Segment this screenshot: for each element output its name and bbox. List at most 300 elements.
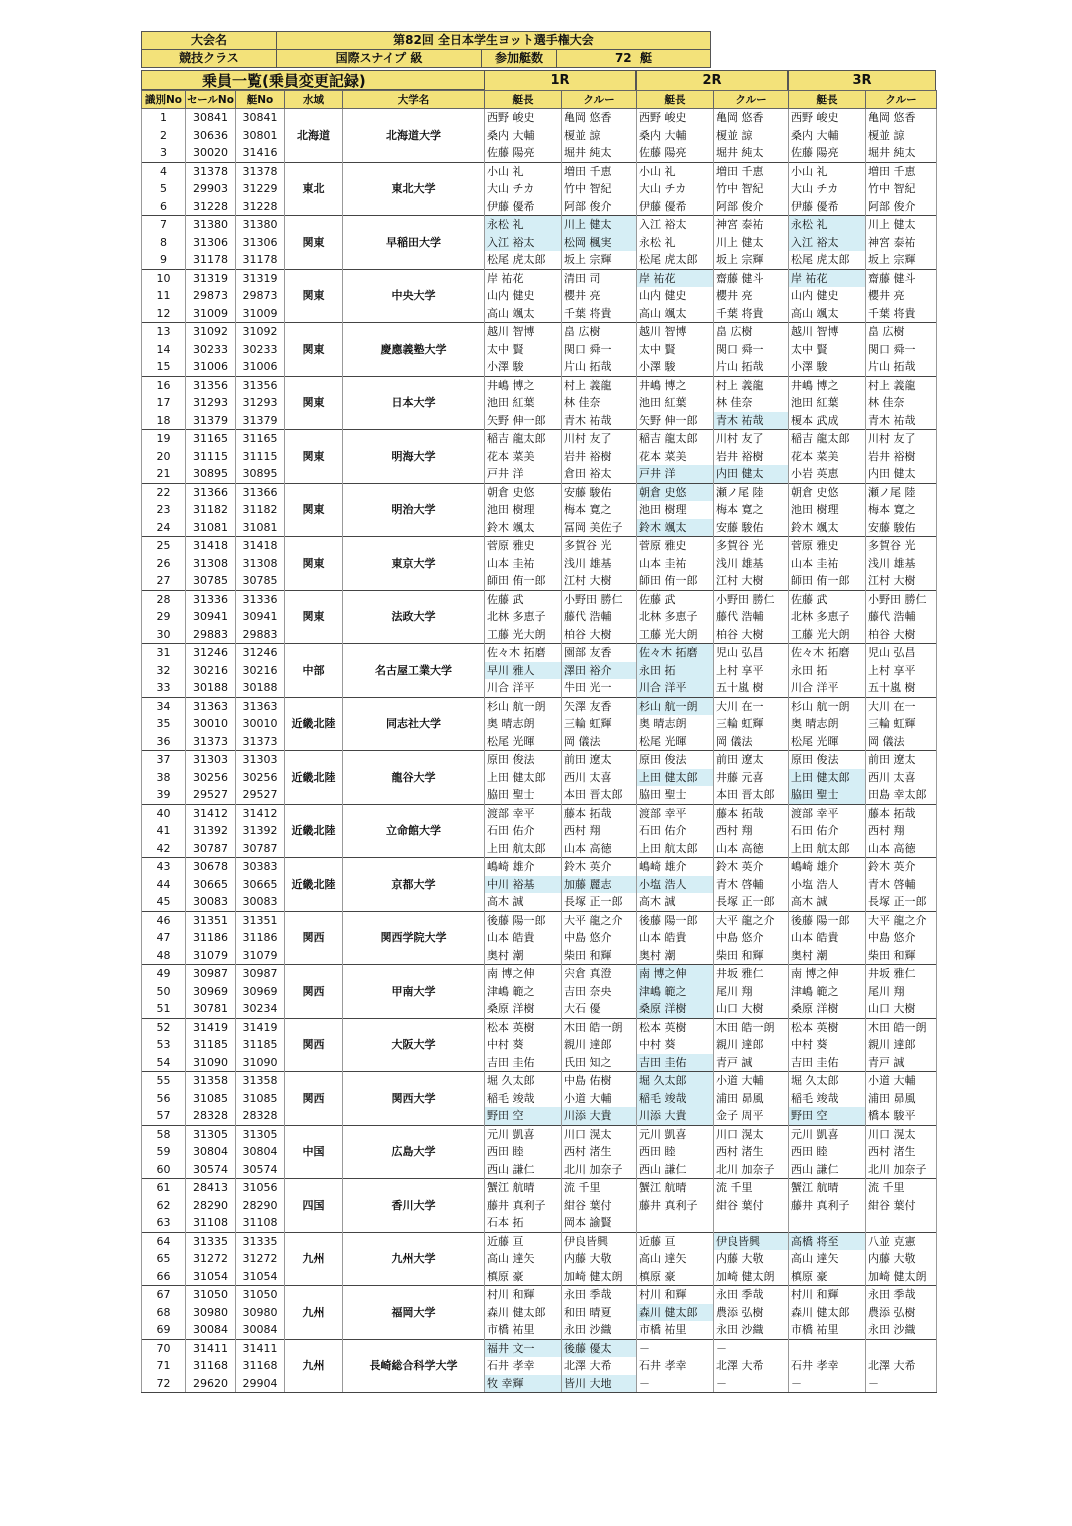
cell-r1-skipper: 朝倉 史悠 — [485, 483, 562, 501]
cell-id: 2 — [142, 127, 186, 145]
cell-r1-skipper: 奥村 潮 — [485, 947, 562, 965]
cell-hull: 30010 — [236, 715, 285, 733]
cell-r2-skipper: 高山 颯太 — [637, 305, 714, 323]
cell-r3-crew: 田島 幸太郎 — [866, 786, 937, 804]
cell-r3-skipper: 山本 圭祐 — [789, 555, 866, 573]
cell-univ — [343, 1018, 485, 1036]
cell-univ — [343, 537, 485, 555]
cell-sail: 30256 — [186, 769, 236, 787]
cell-r1-crew: 岩井 裕樹 — [562, 448, 637, 466]
table-row — [142, 162, 937, 180]
cell-hull: 28328 — [236, 1107, 285, 1125]
table-row — [142, 1197, 937, 1215]
cell-r2-skipper: 小塩 浩人 — [637, 876, 714, 894]
cell-r2-crew: 阿部 俊介 — [714, 198, 789, 216]
cell-r1-crew: 柴田 和輝 — [562, 947, 637, 965]
cell-r3-crew: 阿部 俊介 — [866, 198, 937, 216]
table-row — [142, 715, 937, 733]
cell-hull: 31358 — [236, 1072, 285, 1090]
cell-univ: 九州大学 — [343, 1250, 485, 1268]
cell-r3-skipper: 師田 侑一郎 — [789, 572, 866, 590]
cell-hull: 31379 — [236, 412, 285, 430]
cell-r1-skipper: 近藤 亘 — [485, 1232, 562, 1250]
cell-r3-skipper: 奥 晴志朗 — [789, 715, 866, 733]
cell-hull: 31308 — [236, 555, 285, 573]
cell-area — [285, 1375, 343, 1393]
cell-r2-skipper: 元川 凱喜 — [637, 1125, 714, 1143]
cell-r2-crew: 木田 皓一朗 — [714, 1018, 789, 1036]
cell-r2-crew: 青木 祐哉 — [714, 412, 789, 430]
cell-id: 66 — [142, 1268, 186, 1286]
cell-r3-crew: 増田 千恵 — [866, 162, 937, 180]
table-row — [142, 376, 937, 394]
cell-r2-crew: 山本 高徳 — [714, 840, 789, 858]
cell-r1-skipper: 吉田 圭佑 — [485, 1054, 562, 1072]
cell-hull: 29904 — [236, 1375, 285, 1393]
cell-r2-skipper: 嶋崎 雄介 — [637, 858, 714, 876]
event-name: 第82回 全日本学生ヨット選手権大会 — [277, 32, 711, 50]
cell-univ — [343, 1339, 485, 1357]
cell-r2-skipper: 脇田 聖士 — [637, 786, 714, 804]
cell-sail: 31182 — [186, 501, 236, 519]
cell-r2-skipper: 小山 礼 — [637, 162, 714, 180]
cell-sail: 31379 — [186, 412, 236, 430]
cell-area — [285, 893, 343, 911]
cell-r2-crew: 青木 啓輔 — [714, 876, 789, 894]
table-row — [142, 965, 937, 983]
cell-area — [285, 804, 343, 822]
cell-sail: 31185 — [186, 1036, 236, 1054]
cell-r2-crew: 西村 翔 — [714, 822, 789, 840]
cell-r1-skipper: 戸井 洋 — [485, 465, 562, 483]
cell-univ — [343, 733, 485, 751]
cell-r2-crew: 井坂 雅仁 — [714, 965, 789, 983]
cell-r3-skipper: 北林 多恵子 — [789, 608, 866, 626]
cell-r2-skipper: 吉田 圭佑 — [637, 1054, 714, 1072]
cell-r3-crew: 三輪 虹輝 — [866, 715, 937, 733]
cell-r2-crew: 本田 晋太郎 — [714, 786, 789, 804]
cell-r1-crew: 多賀谷 光 — [562, 537, 637, 555]
cell-r3-crew: 青木 祐哉 — [866, 412, 937, 430]
cell-r3-skipper: 佐藤 武 — [789, 590, 866, 608]
round-2-header: 2R — [636, 70, 788, 90]
cell-r1-crew: 安藤 駿佑 — [562, 483, 637, 501]
cell-id: 6 — [142, 198, 186, 216]
cell-area: 九州 — [285, 1304, 343, 1322]
cell-area: 近畿北陸 — [285, 822, 343, 840]
cell-r2-crew: 流 千里 — [714, 1179, 789, 1197]
cell-sail: 31272 — [186, 1250, 236, 1268]
cell-r1-skipper: 西田 睦 — [485, 1143, 562, 1161]
cell-id: 65 — [142, 1250, 186, 1268]
cell-r3-crew: 青木 啓輔 — [866, 876, 937, 894]
cell-area — [285, 644, 343, 662]
cell-r3-skipper: 槙原 豪 — [789, 1268, 866, 1286]
cell-r3-crew: 亀岡 悠香 — [866, 109, 937, 127]
cell-hull: 31306 — [236, 234, 285, 252]
cell-univ: 香川大学 — [343, 1197, 485, 1215]
cell-r1-crew: 千葉 将貴 — [562, 305, 637, 323]
cell-r1-skipper: 山本 圭祐 — [485, 555, 562, 573]
cell-r1-crew: 小道 大輔 — [562, 1090, 637, 1108]
cell-r3-skipper — [789, 1339, 866, 1357]
cell-sail: 31054 — [186, 1268, 236, 1286]
cell-r2-crew: 安藤 駿佑 — [714, 519, 789, 537]
cell-univ: 明治大学 — [343, 501, 485, 519]
cell-r3-crew: 橋本 駿平 — [866, 1107, 937, 1125]
cell-r1-skipper: 岸 祐花 — [485, 269, 562, 287]
cell-sail: 30987 — [186, 965, 236, 983]
table-row — [142, 608, 937, 626]
cell-r3-crew: 山口 大樹 — [866, 1000, 937, 1018]
cell-hull: 31165 — [236, 430, 285, 448]
cell-univ — [343, 1125, 485, 1143]
cell-r1-crew: 山本 高徳 — [562, 840, 637, 858]
cell-hull: 29883 — [236, 626, 285, 644]
cell-r3-skipper: 後藤 陽一郎 — [789, 911, 866, 929]
cell-univ — [343, 1161, 485, 1179]
cell-sail: 31303 — [186, 751, 236, 769]
cell-r3-skipper: 中村 葵 — [789, 1036, 866, 1054]
cell-r3-skipper: 脇田 聖士 — [789, 786, 866, 804]
cell-r3-skipper: 蟹江 航晴 — [789, 1179, 866, 1197]
cell-area: 北海道 — [285, 127, 343, 145]
cell-sail: 31418 — [186, 537, 236, 555]
cell-area — [285, 519, 343, 537]
boats-unit: 艇 — [640, 51, 653, 65]
cell-area — [285, 840, 343, 858]
cell-univ — [343, 269, 485, 287]
cell-r3-crew: 安藤 駿佑 — [866, 519, 937, 537]
table-row — [142, 287, 937, 305]
cell-sail: 30804 — [186, 1143, 236, 1161]
cell-hull: 30895 — [236, 465, 285, 483]
cell-sail: 31306 — [186, 234, 236, 252]
table-row — [142, 1250, 937, 1268]
cell-id: 34 — [142, 697, 186, 715]
cell-sail: 30233 — [186, 341, 236, 359]
cell-sail: 31079 — [186, 947, 236, 965]
cell-r3-skipper: 桑内 大輔 — [789, 127, 866, 145]
table-row — [142, 1268, 937, 1286]
cell-univ — [343, 216, 485, 234]
cell-sail: 31335 — [186, 1232, 236, 1250]
cell-r3-crew: 岡 儀法 — [866, 733, 937, 751]
cell-sail: 28328 — [186, 1107, 236, 1125]
cell-area: 中国 — [285, 1143, 343, 1161]
cell-id: 53 — [142, 1036, 186, 1054]
cell-r3-skipper: 入江 裕太 — [789, 234, 866, 252]
cell-hull: 31081 — [236, 519, 285, 537]
cell-sail: 30216 — [186, 662, 236, 680]
cell-r3-crew: 木田 皓一朗 — [866, 1018, 937, 1036]
cell-r1-crew: 坂上 宗輝 — [562, 251, 637, 269]
cell-r2-crew: 小道 大輔 — [714, 1072, 789, 1090]
cell-r3-crew: 林 佳奈 — [866, 394, 937, 412]
cell-id: 62 — [142, 1197, 186, 1215]
cell-id: 29 — [142, 608, 186, 626]
cell-hull: 28290 — [236, 1197, 285, 1215]
cell-r3-crew: 西村 翔 — [866, 822, 937, 840]
cell-area — [285, 251, 343, 269]
cell-area — [285, 1072, 343, 1090]
cell-sail: 31092 — [186, 323, 236, 341]
cell-r1-skipper: 池田 樹理 — [485, 501, 562, 519]
table-row — [142, 822, 937, 840]
cell-sail: 31380 — [186, 216, 236, 234]
table-row — [142, 1036, 937, 1054]
cell-univ — [343, 590, 485, 608]
cell-r1-skipper: 蟹江 航晴 — [485, 1179, 562, 1197]
cell-r2-skipper: 井嶋 博之 — [637, 376, 714, 394]
cell-sail: 28413 — [186, 1179, 236, 1197]
cell-r2-skipper — [637, 1214, 714, 1232]
cell-r3-skipper: － — [789, 1375, 866, 1393]
cell-r2-crew: 北澤 大希 — [714, 1357, 789, 1375]
cell-r2-crew: 柏谷 大樹 — [714, 626, 789, 644]
cell-area: 関東 — [285, 287, 343, 305]
cell-r2-skipper: 岸 祐花 — [637, 269, 714, 287]
cell-sail: 31006 — [186, 358, 236, 376]
cell-r2-crew: 農添 弘樹 — [714, 1304, 789, 1322]
cell-r3-crew: 関口 舜一 — [866, 341, 937, 359]
cell-area — [285, 412, 343, 430]
cell-r3-crew: 梅本 寛之 — [866, 501, 937, 519]
cell-r2-skipper: 西野 峻史 — [637, 109, 714, 127]
cell-r3-crew: 小道 大輔 — [866, 1072, 937, 1090]
cell-r2-skipper: 上田 健太郎 — [637, 769, 714, 787]
cell-r3-crew: 前田 遼太 — [866, 751, 937, 769]
cell-r1-crew: 片山 拓哉 — [562, 358, 637, 376]
cell-r1-skipper: 中川 裕基 — [485, 876, 562, 894]
cell-univ — [343, 1286, 485, 1304]
table-row — [142, 234, 937, 252]
cell-r2-crew: 紺谷 葉付 — [714, 1197, 789, 1215]
table-row — [142, 1107, 937, 1125]
cell-r3-skipper: 杉山 航一朗 — [789, 697, 866, 715]
cell-r1-skipper: 野田 空 — [485, 1107, 562, 1125]
cell-hull: 31378 — [236, 162, 285, 180]
cell-hull: 31351 — [236, 911, 285, 929]
cell-univ — [343, 626, 485, 644]
cell-hull: 31009 — [236, 305, 285, 323]
cell-r1-crew: 増田 千恵 — [562, 162, 637, 180]
cell-id: 37 — [142, 751, 186, 769]
cell-hull: 30801 — [236, 127, 285, 145]
cell-area — [285, 1286, 343, 1304]
cell-r2-crew: 井藤 元喜 — [714, 769, 789, 787]
cell-id: 47 — [142, 929, 186, 947]
cell-r1-skipper: 上田 健太郎 — [485, 769, 562, 787]
table-row — [142, 1090, 937, 1108]
cell-r3-crew: 北澤 大希 — [866, 1357, 937, 1375]
cell-sail: 31336 — [186, 590, 236, 608]
cell-r2-skipper: 西田 睦 — [637, 1143, 714, 1161]
cell-univ: 早稲田大学 — [343, 234, 485, 252]
table-row — [142, 644, 937, 662]
cell-r1-crew: 園部 友香 — [562, 644, 637, 662]
table-row — [142, 519, 937, 537]
cell-r2-crew: 大川 在一 — [714, 697, 789, 715]
table-row — [142, 216, 937, 234]
cell-r1-skipper: 松尾 虎太郎 — [485, 251, 562, 269]
cell-id: 16 — [142, 376, 186, 394]
cell-r2-crew: 齋藤 健斗 — [714, 269, 789, 287]
col-univ: 大学名 — [343, 91, 485, 109]
cell-r3-skipper: 上田 航太郎 — [789, 840, 866, 858]
cell-sail: 31378 — [186, 162, 236, 180]
cell-hull: 31373 — [236, 733, 285, 751]
table-row — [142, 1143, 937, 1161]
event-label: 大会名 — [142, 32, 277, 50]
cell-r2-skipper: 渡部 幸平 — [637, 804, 714, 822]
cell-r3-crew: 堀井 純太 — [866, 144, 937, 162]
cell-sail: 31246 — [186, 644, 236, 662]
cell-area — [285, 144, 343, 162]
cell-r2-skipper: 槙原 豪 — [637, 1268, 714, 1286]
cell-r2-skipper: 杉山 航一朗 — [637, 697, 714, 715]
col-r1-crew: クルー — [562, 91, 637, 109]
cell-id: 70 — [142, 1339, 186, 1357]
cell-id: 23 — [142, 501, 186, 519]
cell-id: 28 — [142, 590, 186, 608]
cell-area — [285, 1232, 343, 1250]
cell-id: 43 — [142, 858, 186, 876]
cell-r3-crew: 永田 沙織 — [866, 1321, 937, 1339]
cell-hull: 31168 — [236, 1357, 285, 1375]
cell-r3-skipper: 榎本 武成 — [789, 412, 866, 430]
cell-hull: 31079 — [236, 947, 285, 965]
cell-r1-crew: 鈴木 英介 — [562, 858, 637, 876]
table-row — [142, 394, 937, 412]
cell-r2-skipper: 佐藤 陽亮 — [637, 144, 714, 162]
cell-r2-skipper: 高木 誠 — [637, 893, 714, 911]
cell-r1-skipper: 早川 雅人 — [485, 662, 562, 680]
cell-sail: 30895 — [186, 465, 236, 483]
cell-r2-crew: 亀岡 悠香 — [714, 109, 789, 127]
cell-r2-crew: 中島 悠介 — [714, 929, 789, 947]
cell-r3-skipper: 池田 樹理 — [789, 501, 866, 519]
cell-area — [285, 786, 343, 804]
cell-sail: 29527 — [186, 786, 236, 804]
cell-r1-skipper: 奥 晴志朗 — [485, 715, 562, 733]
crew-table — [141, 90, 937, 1393]
cell-r3-crew: 畠 広樹 — [866, 323, 937, 341]
cell-sail: 30188 — [186, 679, 236, 697]
cell-hull: 31305 — [236, 1125, 285, 1143]
table-row — [142, 1304, 937, 1322]
cell-area — [285, 697, 343, 715]
class-name: 国際スナイプ 級 — [277, 50, 482, 68]
cell-r1-skipper: 中村 葵 — [485, 1036, 562, 1054]
cell-area: 近畿北陸 — [285, 876, 343, 894]
cell-r1-crew: 川添 大貴 — [562, 1107, 637, 1125]
cell-univ — [343, 1179, 485, 1197]
cell-r3-skipper: 嶋崎 雄介 — [789, 858, 866, 876]
cell-r2-skipper: 入江 裕太 — [637, 216, 714, 234]
cell-id: 55 — [142, 1072, 186, 1090]
table-row — [142, 769, 937, 787]
cell-r2-skipper: 師田 侑一郎 — [637, 572, 714, 590]
cell-r3-skipper: 森川 健太郎 — [789, 1304, 866, 1322]
cell-r3-crew: 山本 高徳 — [866, 840, 937, 858]
cell-univ — [343, 1214, 485, 1232]
cell-r2-skipper: 村川 和輝 — [637, 1286, 714, 1304]
cell-r1-crew: 冨岡 美佐子 — [562, 519, 637, 537]
table-row — [142, 911, 937, 929]
cell-r1-crew: 関口 舜一 — [562, 341, 637, 359]
cell-r1-crew: 西村 翔 — [562, 822, 637, 840]
cell-hull: 30216 — [236, 662, 285, 680]
cell-r2-crew: － — [714, 1339, 789, 1357]
cell-r2-crew: 加崎 健太朗 — [714, 1268, 789, 1286]
cell-r1-crew: 藤本 拓哉 — [562, 804, 637, 822]
cell-sail: 29903 — [186, 180, 236, 198]
cell-area — [285, 198, 343, 216]
cell-r2-skipper: 小澤 駿 — [637, 358, 714, 376]
cell-r1-skipper: 稲毛 竣哉 — [485, 1090, 562, 1108]
cell-r3-skipper: 小岩 英恵 — [789, 465, 866, 483]
cell-area: 東北 — [285, 180, 343, 198]
cell-area — [285, 1339, 343, 1357]
cell-r1-crew: 浅川 雄基 — [562, 555, 637, 573]
cell-id: 26 — [142, 555, 186, 573]
cell-id: 25 — [142, 537, 186, 555]
cell-r1-skipper: 小澤 駿 — [485, 358, 562, 376]
cell-r3-crew: 鈴木 英介 — [866, 858, 937, 876]
cell-r1-skipper: 井嶋 博之 — [485, 376, 562, 394]
cell-r2-skipper: 佐藤 武 — [637, 590, 714, 608]
cell-r3-skipper: 鈴木 颯太 — [789, 519, 866, 537]
event-header — [141, 31, 711, 68]
cell-r3-skipper: 高橋 将至 — [789, 1232, 866, 1250]
cell-univ — [343, 644, 485, 662]
cell-area — [285, 572, 343, 590]
cell-id: 41 — [142, 822, 186, 840]
cell-hull: 31229 — [236, 180, 285, 198]
cell-r3-crew — [866, 1214, 937, 1232]
cell-r2-skipper: 石井 孝幸 — [637, 1357, 714, 1375]
cell-id: 9 — [142, 251, 186, 269]
cell-r1-crew: 川村 友了 — [562, 430, 637, 448]
cell-r3-skipper: 小塩 浩人 — [789, 876, 866, 894]
cell-id: 61 — [142, 1179, 186, 1197]
cell-area — [285, 1018, 343, 1036]
cell-r2-skipper: － — [637, 1375, 714, 1393]
cell-hull: 31356 — [236, 376, 285, 394]
cell-r3-crew: 藤本 拓哉 — [866, 804, 937, 822]
cell-hull: 31085 — [236, 1090, 285, 1108]
cell-r2-crew: 瀬ノ尾 陸 — [714, 483, 789, 501]
cell-area — [285, 679, 343, 697]
cell-r3-crew: 親川 達郎 — [866, 1036, 937, 1054]
cell-hull: 30980 — [236, 1304, 285, 1322]
table-row — [142, 876, 937, 894]
cell-r3-crew: 瀬ノ尾 陸 — [866, 483, 937, 501]
cell-hull: 30234 — [236, 1000, 285, 1018]
cell-area — [285, 858, 343, 876]
cell-sail: 29620 — [186, 1375, 236, 1393]
cell-r1-skipper: 矢野 伸一郎 — [485, 412, 562, 430]
cell-id: 18 — [142, 412, 186, 430]
cell-univ: 福岡大学 — [343, 1304, 485, 1322]
cell-hull: 31416 — [236, 144, 285, 162]
cell-r3-skipper: 西山 謙仁 — [789, 1161, 866, 1179]
cell-univ: 法政大学 — [343, 608, 485, 626]
cell-hull: 30785 — [236, 572, 285, 590]
cell-univ — [343, 1107, 485, 1125]
cell-r1-crew: 藤代 浩輔 — [562, 608, 637, 626]
